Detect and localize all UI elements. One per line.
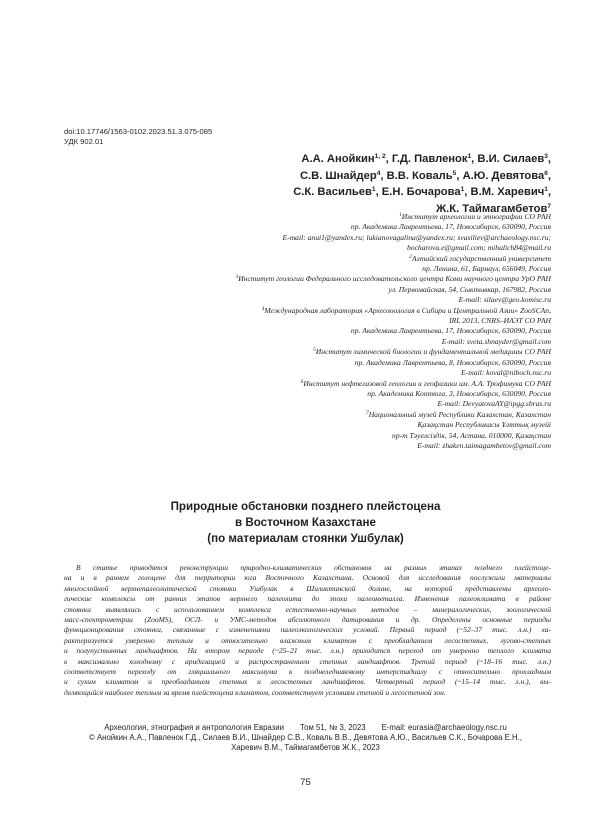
affiliation-text: Қазақстан Республикасы Ұлттық музейі [417, 420, 551, 430]
affiliation-text: E-mail: koval@niboch.nsc.ru [461, 368, 551, 378]
affiliation-line [81, 243, 551, 253]
affiliation-text: E-mail: sveta.shnayder@gmail.com [441, 336, 551, 346]
affiliation-line [81, 285, 551, 295]
affiliation-text: Институт геологии Федерального исследовательского центра Коми научного центра УрО РАН [238, 274, 551, 284]
affiliation-line [81, 358, 551, 368]
affiliation-line [81, 233, 551, 243]
page-footer [0, 723, 611, 754]
abstract-line: многослойной верхнепалеолитической стоянки Ушбулак в Шиликтинской долине, на которой представлены археоло- [64, 583, 551, 593]
copyright-line: © Анойкин А.А., Павленок Г.Д., Силаев В.И., Шнайдер С.В., Коваль В.В., Девятова А.Ю., Васильев С.К., Бочарова Е.Н., [89, 733, 522, 743]
journal-email: E-mail: eurasia@archaeology.nsc.ru [381, 723, 507, 732]
abstract-line: деляющийся наиболее теплым за время плейстоцена климатом, соответствует условиям степной и лесостепной зон. [64, 687, 446, 697]
affiliation-line [81, 410, 551, 420]
abstract-line: рактеризуется умеренно теплым и относительно влажным климатом с преобладанием лесостепных, лугово-степных [64, 635, 551, 645]
abstract-line: к максимально холодному с аридизацией и распространением степных ландшафтов. Третий период (~18–16 тыс. л.н.) [64, 656, 551, 666]
affiliation-text: ул. Первомайская, 54, Сыктывкар, 167982, Россия [388, 284, 551, 294]
affiliation-line [81, 431, 551, 441]
article-header-ids [64, 127, 212, 147]
affiliation-text: E-mail: DevyatovaAY@ipgg.sbras.ru [437, 399, 551, 409]
affiliation-line [81, 420, 551, 430]
affiliation-line [81, 222, 551, 232]
affiliation-line [81, 274, 551, 284]
author-affiliation-mark: 3 [544, 153, 548, 160]
journal-volume: Том 51, [299, 723, 327, 732]
author-name: В.М. Харевич [470, 186, 545, 199]
affiliation-text: E-mail: anui1@yandex.ru; lukianovagalina@yandex.ru; svasiliev@archaeology.nsc.ru; [282, 232, 551, 242]
author-name: С.К. Васильев [293, 186, 372, 199]
affiliation-text: Институт нефтегазовой геологии и геофизики им. А.А. Трофимука СО РАН [303, 378, 551, 388]
affiliation-line [81, 441, 551, 451]
abstract-line: функционирования стоянки, связанные с изменениями палеоэкологических условий. Первый период (~52–37 тыс. л.н.) ха- [64, 625, 551, 635]
abstract-line: на и в раннем голоцене для территории юга Восточного Казахстана. Основой для исследования послужили материалы [64, 573, 551, 583]
affiliation-line [81, 254, 551, 264]
affiliation-list [81, 212, 551, 451]
title-line: в Восточном Казахстане [235, 516, 376, 529]
author-line [71, 184, 551, 201]
affiliation-text: пр. Академика Лаврентьева, 17, Новосибирск, 630090, Россия [350, 326, 551, 336]
affiliation-number: 4 [261, 305, 265, 312]
page-number: 75 [300, 777, 311, 788]
article-title [0, 499, 611, 547]
abstract-line: масс-спектрометрии (ZooMS), ОСЛ- и УМС-методов абсолютного датирования и др. Определены основные периоды [64, 615, 551, 625]
affiliation-text: E-mail: zhaken.taimagambetov@gmail.com [417, 440, 551, 450]
author-affiliation-mark: 1, 2 [374, 153, 386, 160]
affiliation-number: 5 [313, 347, 316, 354]
affiliation-line [81, 306, 551, 316]
affiliation-line [81, 379, 551, 389]
abstract-line: и полупустынных ландшафтов. На втором периоде (~25–21 тыс. л.н.) приходится переход от умеренно теплого климата [64, 646, 551, 656]
author-affiliation-mark: 1 [544, 186, 548, 194]
author-affiliation-mark: 1 [467, 153, 472, 160]
journal-info-line [0, 723, 611, 733]
author-list [71, 151, 551, 217]
affiliation-text: Национальный музей Республики Казахстан, Казахстан [368, 409, 551, 419]
affiliation-text: IRL 2013, CNRS–ИАЭТ СО РАН [449, 316, 551, 326]
author-affiliation-mark: 4 [376, 169, 381, 177]
abstract-line: соответствует переходу от гляциального максимума к позднеледниковому интерстадиалу с относительно прохладным [64, 667, 551, 677]
udk-code: УДК 902.01 [64, 137, 104, 147]
author-separator: , [380, 169, 387, 182]
affiliation-line [81, 264, 551, 274]
author-name: А.А. Анойкин [301, 153, 375, 165]
affiliation-text: Алтайский государственный университет [411, 253, 551, 263]
author-separator: , [464, 186, 471, 199]
abstract [64, 563, 551, 698]
doi-text: doi:10.17746/1563-0102.2023.51.3.075-085 [64, 127, 213, 136]
author-line [71, 151, 551, 168]
affiliation-text: E-mail: silaev@geo.komisc.ru [458, 295, 551, 305]
affiliation-number: 3 [235, 274, 239, 281]
affiliation-line [81, 337, 551, 347]
affiliation-number: 7 [366, 409, 369, 416]
title-line: Природные обстановки позднего плейстоцена [170, 500, 441, 513]
author-name: В.В. Коваль [386, 169, 453, 182]
affiliation-line [81, 368, 551, 378]
author-name: Е.Н. Бочарова [381, 186, 461, 199]
author-separator: , [385, 153, 392, 165]
abstract-line: и сухим климатом и преобладанием степных и лесостепных ландшафтов. Четвертый период (~15–14 тыс. л.н.), вы- [64, 677, 551, 687]
affiliation-line [81, 389, 551, 399]
author-name: Г.Д. Павленок [391, 153, 468, 165]
author-affiliation-mark: 7 [547, 202, 551, 210]
affiliation-text: пр. Академика Лаврентьева, 8, Новосибирск, 630090, Россия [354, 357, 551, 367]
affiliation-text: пр. Академика Лаврентьева, 17, Новосибирск, 630090, Россия [350, 222, 551, 232]
affiliation-text: пр. Академика Коптюга, 3, Новосибирск, 630090, Россия [367, 388, 551, 398]
affiliation-number: 6 [300, 378, 304, 385]
affiliation-line [81, 326, 551, 336]
author-name: Ж.К. Таймагамбетов [436, 202, 548, 215]
affiliation-number: 1 [399, 212, 402, 218]
affiliation-number: 2 [409, 253, 412, 260]
journal-year: 2023 [348, 723, 366, 732]
author-name: В.И. Силаев [477, 153, 545, 165]
title-line: (по материалам стоянки Ушбулак) [207, 532, 404, 545]
author-affiliation-mark: 1 [460, 186, 465, 194]
abstract-line: стоянки выявлялись с использованием комплекса естественно-научных методов – минералогических, зоологической [64, 604, 551, 614]
author-name: А.Ю. Девятова [462, 169, 545, 182]
affiliation-text: Институт археологии и этнографии СО РАН [401, 212, 551, 221]
affiliation-text: Международная лаборатория «Археозоология в Сибири и Центральной Азии» ZooSCAn, [264, 305, 551, 315]
author-line [71, 168, 551, 185]
author-separator: , [456, 169, 463, 182]
author-affiliation-mark: 5 [452, 169, 457, 177]
abstract-line: гические комплексы от ранних этапов верхнего палеолита до эпохи палеометалла. Изменения палеоклимата в районе [64, 594, 551, 604]
author-affiliation-mark: 6 [544, 169, 548, 177]
abstract-line: В статье приводятся реконструкции природно-климатических обстановок на разных этапах позднего плейстоце- [76, 563, 551, 572]
affiliation-text: пр-т Тәуелсіздік, 54, Астана, 010000, Қазақстан [392, 430, 551, 440]
affiliation-line [81, 295, 551, 305]
author-separator: , [547, 186, 551, 199]
author-separator: , [547, 153, 551, 165]
journal-name: Археология, этнография и антропология Евразии [104, 723, 284, 732]
affiliation-text: bocharova.e@gmail.com; mihalich84@mail.ru [406, 243, 551, 253]
affiliation-text: пр. Ленина, 61, Барнаул, 656049, Россия [422, 264, 551, 274]
author-separator: , [547, 169, 551, 182]
author-separator: , [375, 186, 382, 199]
affiliation-line [81, 316, 551, 326]
affiliation-line [81, 212, 551, 222]
author-name: С.В. Шнайдер [299, 169, 377, 182]
author-separator: , [471, 153, 478, 165]
affiliation-text: Институт химической биологии и фундаментальной медицины СО РАН [315, 347, 551, 357]
copyright-line: Харевич В.М., Таймагамбетов Ж.К., 2023 [231, 743, 380, 753]
affiliation-line [81, 347, 551, 357]
author-affiliation-mark: 1 [371, 186, 376, 194]
affiliation-line [81, 399, 551, 409]
journal-issue: № 3, [329, 723, 347, 732]
